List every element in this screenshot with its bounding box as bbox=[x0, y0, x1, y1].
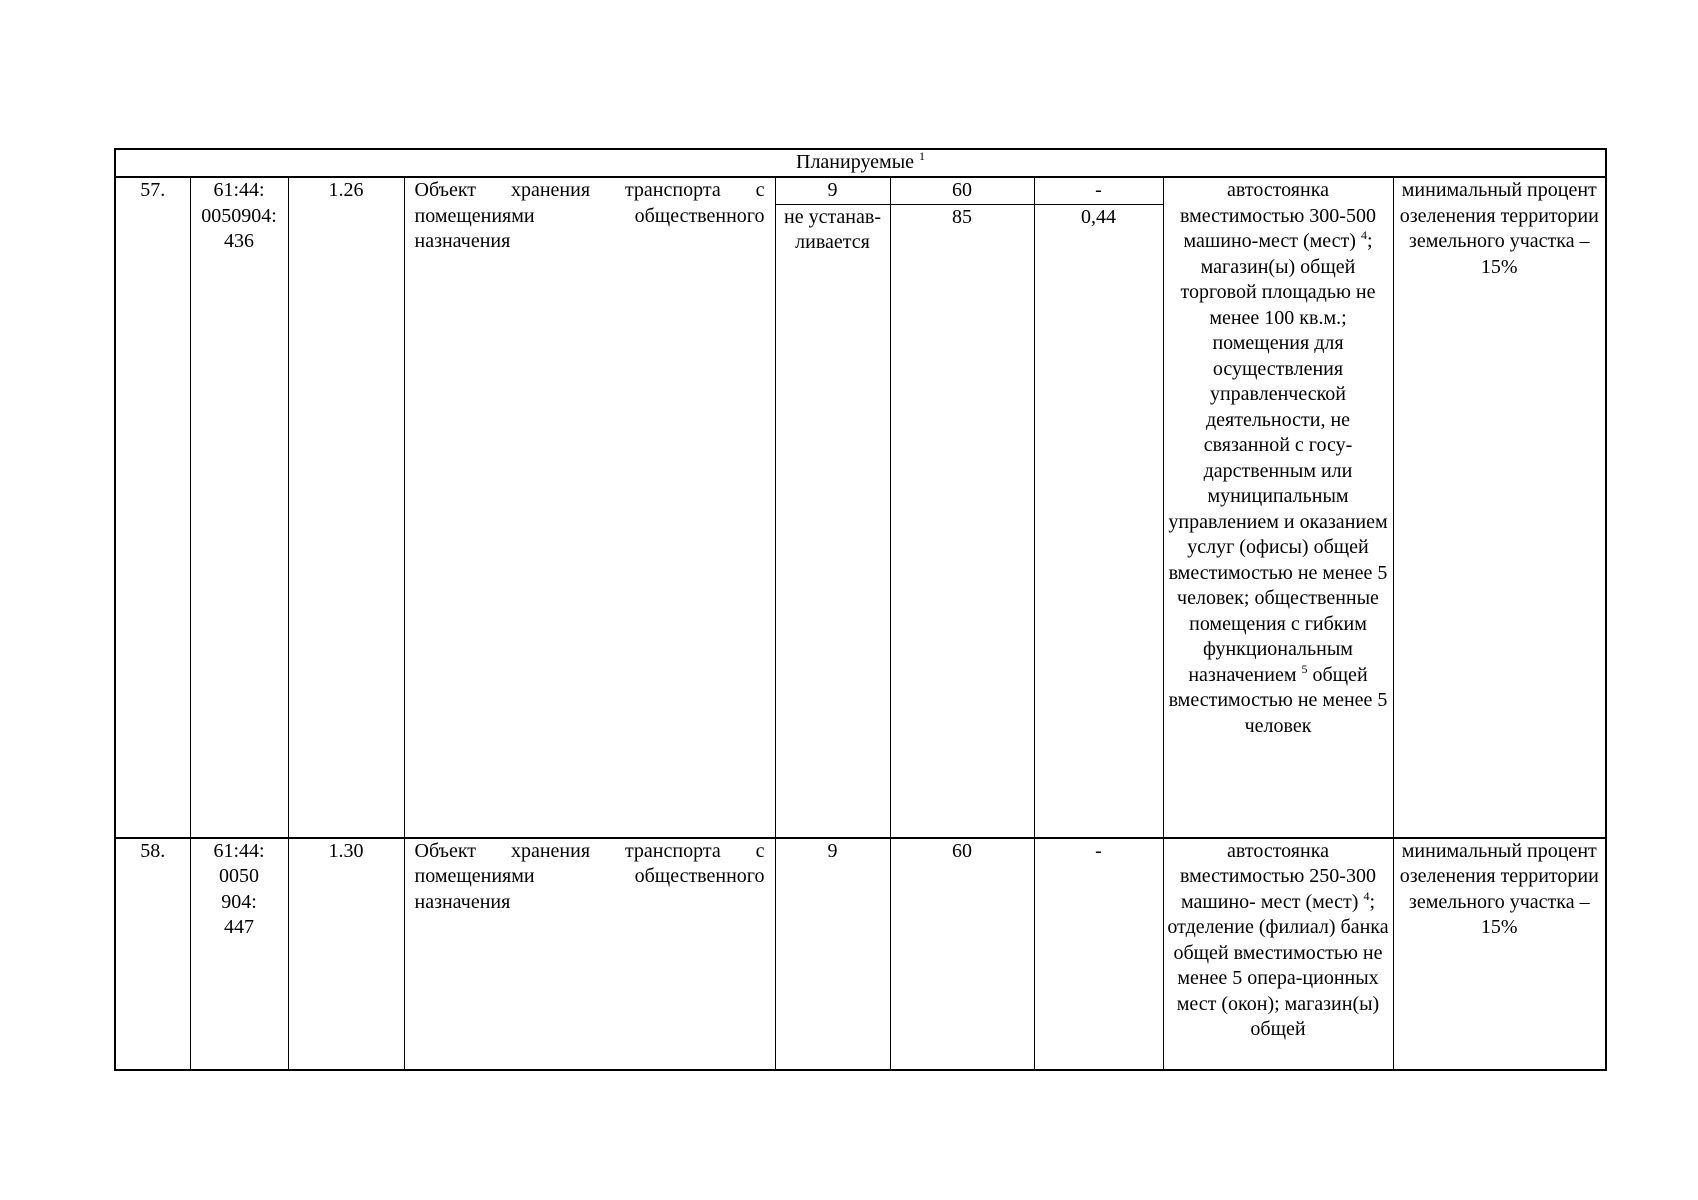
cadastral-number: 61:44: 0050 904: 447 bbox=[190, 838, 288, 1070]
greening-requirement: минимальный процент озеленения территории земельного участка – 15% bbox=[1393, 838, 1606, 1070]
zone-code: 1.30 bbox=[288, 838, 404, 1070]
section-footnote: 1 bbox=[919, 149, 926, 163]
footnote-mark: 4 bbox=[1363, 888, 1370, 903]
table-row bbox=[115, 177, 1606, 204]
row-number: 58. bbox=[115, 838, 190, 1070]
object-description bbox=[1163, 838, 1393, 1070]
description-text: общей вместимостью не менее 5 человек bbox=[1168, 663, 1388, 737]
max-coverage-percent: 85 bbox=[890, 204, 1034, 838]
max-coverage-percent: 60 bbox=[890, 177, 1034, 204]
cadastral-number: 61:44: 0050904: 436 bbox=[190, 177, 288, 838]
greening-requirement: минимальный процент озеленения территории земельного участка – 15% bbox=[1393, 177, 1606, 838]
object-description bbox=[1163, 177, 1393, 838]
density-ratio: 0,44 bbox=[1034, 204, 1163, 838]
density-ratio: - bbox=[1034, 177, 1163, 204]
section-title: Планируемые bbox=[796, 151, 915, 173]
zone-code: 1.26 bbox=[288, 177, 404, 838]
description-text: автостоянка вместимостью 250-300 машино- мест (мест) bbox=[1180, 839, 1376, 913]
max-floors: 9 bbox=[775, 838, 890, 1070]
object-name: Объект хранения транспорта с помещениями общественного назначения bbox=[404, 177, 775, 838]
footnote-mark: 5 bbox=[1301, 661, 1308, 676]
object-name: Объект хранения транспорта с помещениями общественного назначения bbox=[404, 838, 775, 1070]
description-text: ; магазин(ы) общей торговой площадью не менее 100 кв.м.; помещения для осуществления управленческой деятельности, не связанной с госу-дарственным или муниципальным управлением и оказанием услуг (офисы) общей вместимостью не менее 5 человек; общественные помещения с гибким функциональным назначением bbox=[1168, 230, 1388, 686]
table-row bbox=[115, 838, 1606, 1070]
row-number: 57. bbox=[115, 177, 190, 838]
max-coverage-percent: 60 bbox=[890, 838, 1034, 1070]
description-text: ; отделение (филиал) банка общей вместимостью не менее 5 опера-ционных мест (окон); магазин(ы) общей bbox=[1167, 890, 1389, 1040]
description-text: автостоянка вместимостью 300-500 машино-мест (мест) bbox=[1180, 179, 1376, 252]
max-floors: 9 bbox=[775, 177, 890, 204]
density-ratio: - bbox=[1034, 838, 1163, 1070]
max-floors: не устанав- ливается bbox=[775, 204, 890, 838]
planned-objects-table bbox=[114, 148, 1607, 1071]
section-header bbox=[115, 149, 1606, 177]
footnote-mark: 4 bbox=[1360, 228, 1367, 242]
section-header-row bbox=[115, 149, 1606, 177]
